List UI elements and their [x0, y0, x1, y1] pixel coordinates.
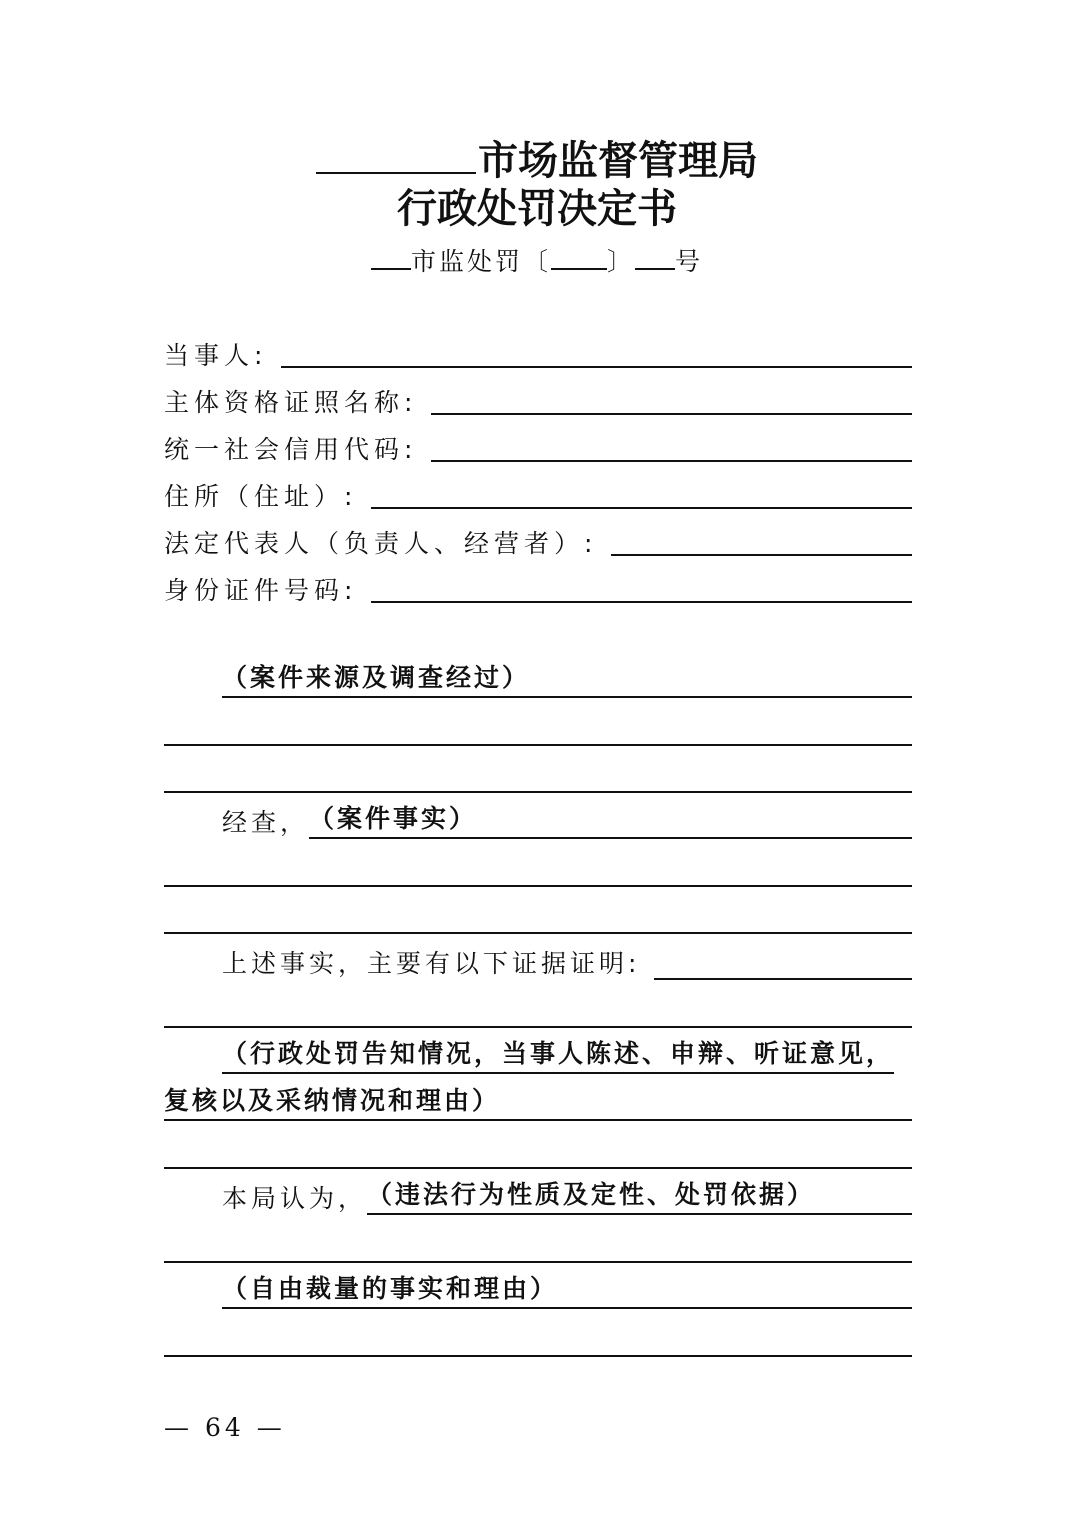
violation-input[interactable]	[815, 1183, 912, 1215]
field-id-number	[164, 569, 912, 609]
docno-blank-year[interactable]	[551, 240, 607, 270]
discretion-text: （自由裁量的事实和理由）	[222, 1271, 558, 1309]
docno-text-3: 号	[675, 247, 704, 276]
found-prefix-text: 经查，	[222, 808, 310, 837]
case-facts-input[interactable]	[477, 807, 912, 839]
violation-text: （违法行为性质及定性、处罚依据）	[367, 1177, 815, 1215]
case-source-input[interactable]	[530, 666, 912, 698]
field-id-number-label: 身份证件号码:	[164, 576, 358, 605]
field-credit-code-label: 统一社会信用代码:	[164, 435, 418, 464]
field-legal-rep-input[interactable]	[611, 524, 912, 556]
document-title: 行政处罚决定书	[397, 185, 677, 232]
field-party-label: 当事人:	[164, 341, 268, 370]
field-id-number-input[interactable]	[371, 571, 912, 603]
field-license-name-label: 主体资格证照名称:	[164, 388, 418, 417]
docno-blank-number[interactable]	[635, 240, 675, 270]
blank-line[interactable]	[164, 791, 912, 793]
field-legal-rep-label: 法定代表人（负责人、经营者）:	[164, 529, 598, 558]
notice-text-line2: 复核以及采纳情况和理由）	[164, 1083, 500, 1121]
blank-line[interactable]	[164, 1261, 912, 1263]
field-party-input[interactable]	[281, 336, 912, 368]
field-license-name	[164, 381, 912, 421]
section-evidence	[222, 944, 912, 984]
field-license-name-input[interactable]	[431, 383, 912, 415]
field-legal-rep	[164, 522, 912, 562]
blank-line[interactable]	[164, 1026, 912, 1028]
blank-line[interactable]	[164, 1167, 912, 1169]
agency-title	[0, 132, 1074, 186]
page-number: — 64 —	[164, 1413, 286, 1442]
section-notice-line2	[164, 1085, 912, 1125]
blank-line[interactable]	[164, 885, 912, 887]
document-number	[0, 240, 1074, 282]
field-address-label: 住所（住址）:	[164, 482, 358, 511]
case-facts-text: （案件事实）	[309, 801, 477, 839]
evidence-text: 上述事实，主要有以下证据证明:	[222, 949, 641, 978]
docno-blank-region[interactable]	[371, 240, 411, 270]
discretion-input[interactable]	[558, 1277, 912, 1309]
section-bureau-opinion	[222, 1179, 912, 1219]
blank-line[interactable]	[164, 1355, 912, 1357]
section-discretion	[222, 1273, 912, 1313]
section-notice-line1	[222, 1038, 912, 1078]
notice-input[interactable]	[500, 1089, 912, 1121]
field-address-input[interactable]	[371, 477, 912, 509]
field-credit-code-input[interactable]	[431, 430, 912, 462]
evidence-input[interactable]	[654, 948, 912, 980]
case-source-text: （案件来源及调查经过）	[222, 660, 530, 698]
bureau-prefix-text: 本局认为，	[222, 1184, 368, 1213]
section-case-facts	[222, 803, 912, 843]
blank-line[interactable]	[164, 744, 912, 746]
field-address	[164, 475, 912, 515]
section-case-source	[222, 662, 912, 702]
blank-line[interactable]	[164, 932, 912, 934]
agency-name-blank[interactable]	[316, 132, 476, 174]
field-credit-code	[164, 428, 912, 468]
field-party	[164, 334, 912, 374]
docno-text-1: 市监处罚〔	[410, 247, 551, 276]
docno-text-2: 〕	[606, 247, 635, 276]
notice-text-line1: （行政处罚告知情况，当事人陈述、申辩、听证意见，	[222, 1036, 894, 1074]
agency-suffix: 市场监督管理局	[478, 137, 758, 184]
